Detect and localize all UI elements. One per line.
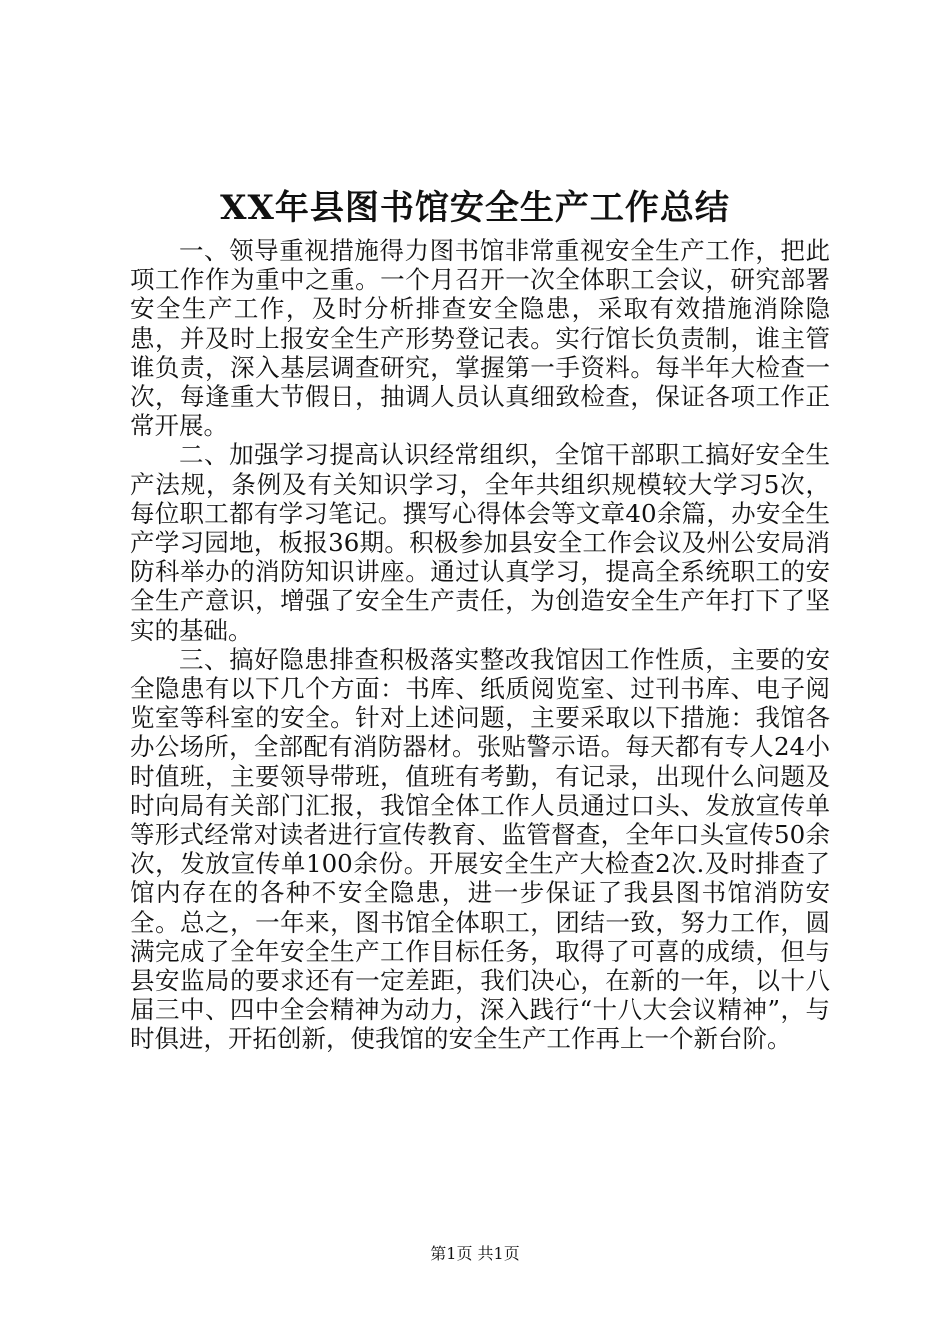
document-body (130, 236, 830, 1054)
paragraph-1: 一、领导重视措施得力图书馆非常重视安全生产工作，把此项工作作为重中之重。一个月召开一次全体职工会议，研究部署安全生产工作，及时分析排查安全隐患，采取有效措施消除隐患，并及时上报安全生产形势登记表。实行馆长负责制，谁主管谁负责，深入基层调查研究，掌握第一手资料。每半年大检查一次，每逢重大节假日，抽调人员认真细致检查，保证各项工作正常开展。 (130, 236, 830, 441)
paragraph-2: 二、加强学习提高认识经常组织，全馆干部职工搞好安全生产法规，条例及有关知识学习，全年共组织规模较大学习5次，每位职工都有学习笔记。撰写心得体会等文章40余篇，办安全生产学习园地，板报36期。积极参加县安全工作会议及州公安局消防科举办的消防知识讲座。通过认真学习，提高全系统职工的安全生产意识，增强了安全生产责任，为创造安全生产年打下了坚实的基础。 (130, 440, 830, 645)
page-number-footer: 第1页 共1页 (430, 1244, 520, 1263)
document-title: XX年县图书馆安全生产工作总结 (220, 188, 730, 228)
paragraph-3: 三、搞好隐患排查积极落实整改我馆因工作性质，主要的安全隐患有以下几个方面：书库、纸质阅览室、过刊书库、电子阅览室等科室的安全。针对上述问题，主要采取以下措施：我馆各办公场所，全部配有消防器材。张贴警示语。每天都有专人24小时值班，主要领导带班，值班有考勤，有记录，出现什么问题及时向局有关部门汇报，我馆全体工作人员通过口头、发放宣传单等形式经常对读者进行宣传教育、监管督查，全年口头宣传50余次，发放宣传单100余份。开展安全生产大检查2次.及时排查了馆内存在的各种不安全隐患，进一步保证了我县图书馆消防安全。总之，一年来，图书馆全体职工，团结一致，努力工作，圆满完成了全年安全生产工作目标任务，取得了可喜的成绩，但与县安监局的要求还有一定差距，我们决心，在新的一年，以十八届三中、四中全会精神为动力，深入践行“十八大会议精神”，与时俱进，开拓创新，使我馆的安全生产工作再上一个新台阶。 (130, 644, 830, 1054)
